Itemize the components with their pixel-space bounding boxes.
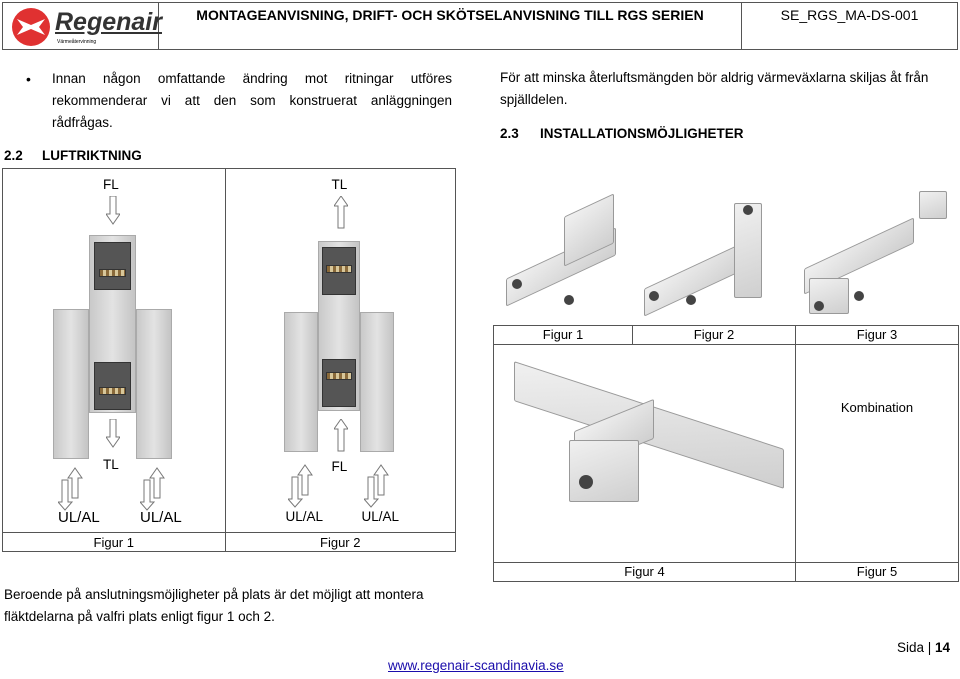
arrow-up-icon <box>334 419 348 453</box>
section-number: 2.2 <box>4 148 23 163</box>
arrow-down-icon <box>106 419 120 449</box>
arrow-down-icon <box>106 196 120 226</box>
airflow-table <box>2 168 456 552</box>
bullet-text: Innan någon omfattande ändring mot ritningar utföres rekommenderar vi att den som konstruerat anläggningen rådfrågas. <box>52 71 452 130</box>
bullet-icon: • <box>26 71 31 87</box>
section-title: INSTALLATIONSMÖJLIGHETER <box>540 126 744 141</box>
placement-note: Beroende på anslutningsmöjligheter på plats är det möjligt att montera fläktdelarna på valfri plats enligt figur 1 och 2. <box>4 587 424 624</box>
arrow-up-down-icon <box>58 464 88 514</box>
arrow-up-down-icon <box>140 464 170 514</box>
figure-2-caption: Figur 2 <box>225 533 456 552</box>
heat-exchanger-right <box>136 309 172 459</box>
figure-4-cell <box>494 344 796 562</box>
document-id: SE_RGS_MA-DS-001 <box>780 7 919 23</box>
figure-1-caption: Figur 1 <box>3 533 226 552</box>
figure-3-caption: Figur 3 <box>796 325 959 344</box>
logo: Regenair Värmeåtervinning <box>3 3 159 49</box>
figure-2-caption: Figur 2 <box>633 325 796 344</box>
arrow-up-down-icon <box>288 461 318 511</box>
arrow-up-down-icon <box>364 461 394 511</box>
figure-1-cell: FL TL UL/AL UL/AL <box>3 169 226 533</box>
page-number: Sida | 14 <box>897 640 951 655</box>
arrow-up-icon <box>334 196 348 230</box>
figures-1-3-cell <box>494 183 959 325</box>
figure-1-caption: Figur 1 <box>494 325 633 344</box>
heat-exchanger-left <box>53 309 89 459</box>
heat-exchanger-left <box>284 312 318 452</box>
figure-5-caption: Figur 5 <box>796 562 959 581</box>
combination-label: Kombination <box>796 344 959 562</box>
figure-4-caption: Figur 4 <box>494 562 796 581</box>
section-number: 2.3 <box>500 126 519 141</box>
heat-exchanger-right <box>360 312 394 452</box>
figure-2-cell: TL FL UL/AL UL/AL <box>225 169 456 533</box>
section-title: LUFTRIKTNING <box>42 148 142 163</box>
document-title: MONTAGEANVISNING, DRIFT- OCH SKÖTSELANVISNING TILL RGS SERIEN <box>159 3 742 49</box>
installation-table <box>493 183 959 582</box>
website-link[interactable]: www.regenair-scandinavia.se <box>388 658 564 673</box>
regenair-logo-icon <box>11 7 53 47</box>
intro-text: För att minska återluftsmängden bör aldrig värmeväxlarna skiljas åt från spjälldelen. <box>500 70 929 107</box>
page-header <box>2 2 958 50</box>
